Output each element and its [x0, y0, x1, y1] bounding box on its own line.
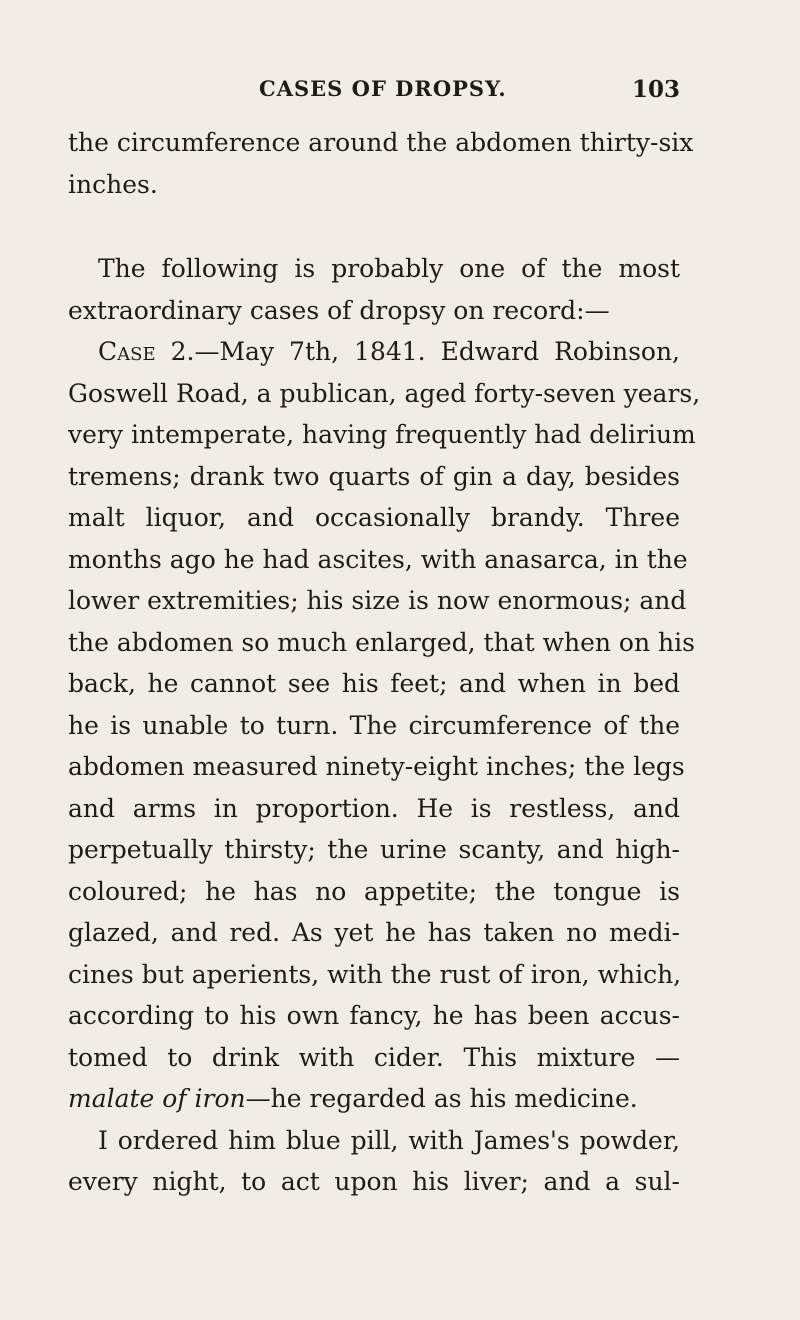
italic-line	[68, 1078, 680, 1120]
page-number: 103	[631, 76, 680, 103]
italic-phrase: malate of iron	[68, 1084, 246, 1113]
text-line: he is unable to turn. The circumference of the	[68, 710, 680, 740]
text-line: abdomen measured ninety-eight inches; the legs	[68, 752, 685, 781]
case-heading-line	[68, 331, 680, 373]
text-line: malt liquor, and occasionally brandy. Three	[68, 503, 680, 532]
text-line: lower extremities; his size is now enormous; and	[68, 586, 687, 615]
text-line: every night, to act upon his liver; and a sul-	[68, 1167, 680, 1196]
paragraph-gap	[68, 205, 680, 248]
text-line: very intemperate, having frequently had delirium	[68, 420, 696, 449]
line-continuation: —he regarded as his medicine.	[245, 1084, 638, 1113]
text-line: tremens; drank two quarts of gin a day, besides	[68, 461, 680, 491]
body-text	[68, 122, 701, 1203]
text-line: I ordered him blue pill, with James's powder,	[98, 1125, 680, 1155]
text-line: extraordinary cases of dropsy on record:—	[68, 295, 610, 325]
text-line: months ago he had ascites, with anasarca, in the	[68, 544, 688, 574]
text-line: according to his own fancy, he has been accus-	[68, 1001, 680, 1030]
text-line: tomed to drink with cider. This mixture —	[68, 1042, 680, 1072]
text-line: coloured; he has no appetite; the tongue is	[68, 876, 680, 906]
text-line: glazed, and red. As yet he has taken no medi-	[68, 918, 680, 947]
text-line: The following is probably one of the most	[98, 254, 680, 283]
page-header	[68, 76, 680, 116]
text-line: back, he cannot see his feet; and when in bed	[68, 669, 680, 698]
text-line: inches.	[68, 169, 158, 199]
text-line: and arms in proportion. He is restless, and	[68, 793, 680, 823]
case-heading-text: 2.—May 7th, 1841. Edward Robinson,	[155, 337, 680, 366]
text-line: perpetually thirsty; the urine scanty, and high-	[68, 835, 680, 864]
text-line: the abdomen so much enlarged, that when on his	[68, 627, 695, 657]
text-line: the circumference around the abdomen thirty-six	[68, 128, 694, 157]
text-line: cines but aperients, with the rust of iron, which,	[68, 959, 682, 989]
case-label: Case	[98, 337, 156, 366]
running-head: CASES OF DROPSY.	[259, 76, 507, 101]
text-line: Goswell Road, a publican, aged forty-seven years,	[68, 378, 701, 408]
